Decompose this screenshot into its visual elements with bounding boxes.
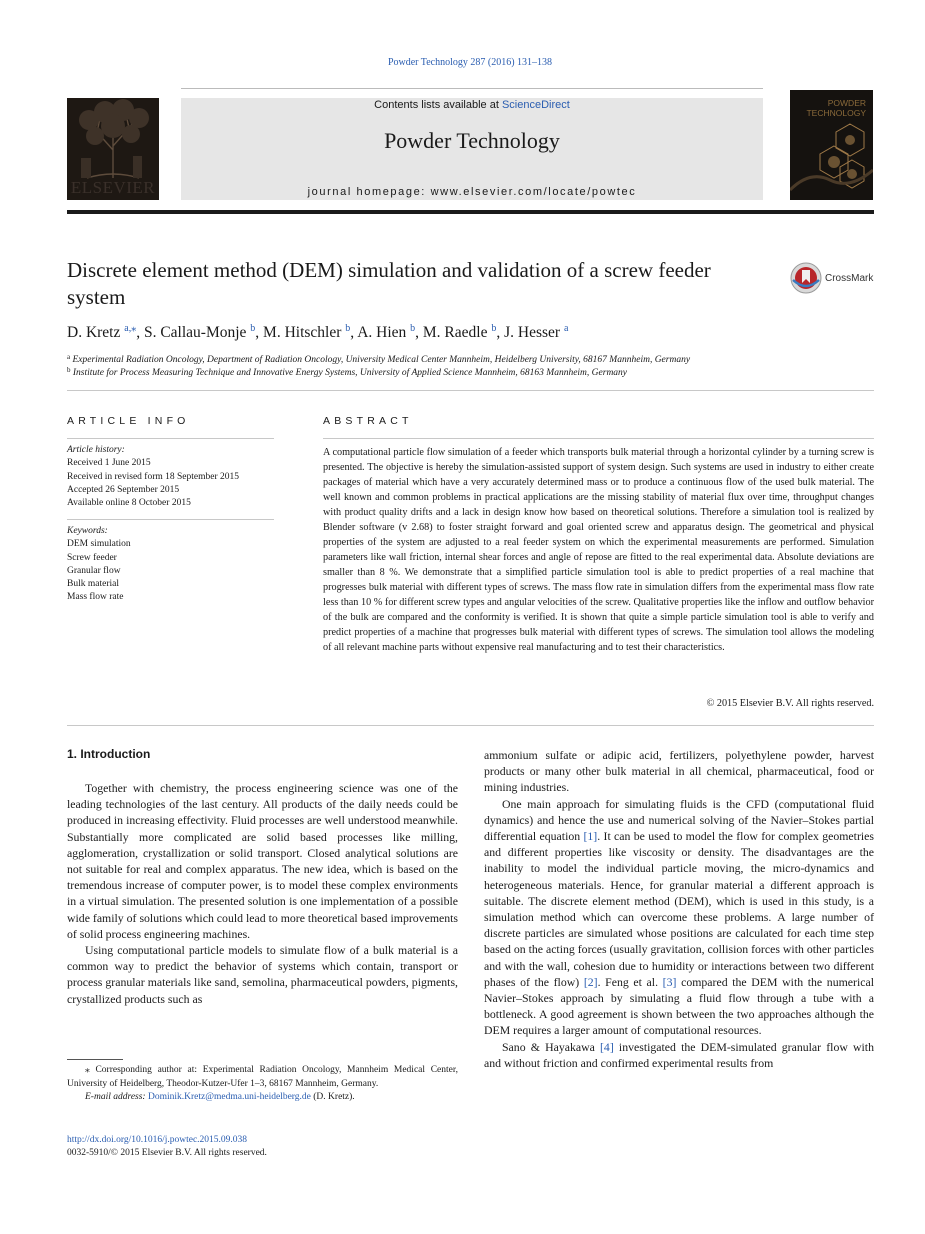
journal-name: Powder Technology	[384, 128, 560, 153]
paragraph	[484, 796, 874, 1039]
citation-link[interactable]: [1]	[583, 829, 598, 844]
author-list	[67, 323, 568, 342]
history-item: Received 1 June 2015	[67, 458, 151, 469]
author-name: S. Callau-Monje	[143, 324, 251, 341]
header-thick-rule	[67, 210, 874, 214]
paragraph: Using computational particle models to simulate flow of a bulk material is a common way to predict the behavior of systems which contain, transport or process granular materials like sand, semolina, pharmaceutical powders, pigments, crystallized products such as	[67, 943, 458, 1006]
paragraph: Together with chemistry, the process engineering science was one of the leading technologies of the last century. All products of the daily needs could be produced in increasing effectivity. Fluid processes are well understood meanwhile. Substantially more complicated are solid based processes like milling, agglomeration, crystallization or solid transport. Closed analytical solutions are not suitable for real and complex apparatus. The new idea, which is based on the tremendous increase of computer power, is to model these complex environments in a virtual simulation. The presented solution is one implementation of a possible wide family of solutions which could lead to more theoretical based improvements of solid process engineering machines.	[67, 781, 458, 941]
divider	[323, 438, 874, 439]
contents-line	[181, 99, 763, 111]
body-column-right	[484, 747, 874, 1071]
author-affiliation-mark[interactable]: a,⁎	[124, 323, 137, 334]
author-affiliation-mark[interactable]: b	[345, 323, 351, 334]
affiliation-b	[67, 366, 627, 378]
divider	[67, 390, 874, 391]
abstract-copyright: © 2015 Elsevier B.V. All rights reserved.	[706, 698, 874, 709]
citation-link[interactable]: [4]	[600, 1039, 614, 1054]
history-item: Accepted 26 September 2015	[67, 484, 180, 495]
email-suffix: (D. Kretz).	[310, 1092, 355, 1102]
issn-copyright: 0032-5910/© 2015 Elsevier B.V. All rights reserved.	[67, 1148, 267, 1158]
journal-homepage[interactable]: journal homepage: www.elsevier.com/locate/powtec	[307, 186, 637, 198]
affiliation-mark: a	[67, 353, 71, 361]
author-name: D. Kretz	[67, 324, 125, 341]
keyword-item: DEM simulation	[67, 539, 131, 550]
author-affiliation-mark[interactable]: b	[250, 323, 256, 334]
bottom-meta	[67, 1134, 267, 1160]
doi-link[interactable]: http://dx.doi.org/10.1016/j.powtec.2015.09.038	[67, 1135, 248, 1145]
crossmark-icon[interactable]	[790, 262, 822, 294]
paragraph-text: . It can be used to model the flow for complex geometries and different properties like viscosity or density. The disadvantages are the inability to model the individual particle moving, the micro-dynamics and heterogeneous materials. Hence, for granular material a different approach is suitable. The discrete element method (DEM), which is used in this study, is a simulation method which can overcome these problems. A large number of discrete particles are simulated whose positions are calculated for each time step based on the acting forces (usually gravitation, collision forces with other particles and with the wall, cohesion due to humidity or interactions between two different phases of the flow)	[484, 829, 874, 989]
article-info-label: ARTICLE INFO	[67, 415, 190, 427]
affiliation-text: Institute for Process Measuring Technique and Innovative Energy Systems, University of Applied Science Mannheim, 68163 Mannheim, Germany	[72, 368, 628, 378]
cover-title	[790, 98, 866, 118]
keywords	[67, 525, 131, 605]
author-separator: ,	[255, 324, 264, 341]
paragraph-text: . Feng et al.	[597, 974, 663, 989]
cover-title-line1: POWDER	[827, 98, 866, 108]
paragraph: ammonium sulfate or adipic acid, fertilizers, polyethylene powder, harvest products or many other bulk material in all chemical, pharmaceutical, food or mining industries.	[484, 748, 874, 795]
paragraph-text: compared the DEM with the numerical Navier–Stokes approach by simulating a fluid flow through a tube with a bottleneck. A good agreement is shown between the two approaches although the DEM requires a larger amount of computational resources.	[484, 974, 874, 1038]
divider	[67, 725, 874, 726]
footnote-mark: ⁎	[85, 1065, 90, 1075]
abstract-text: A computational particle flow simulation of a feeder which transports bulk material through a horizontal cylinder by a turning screw is presented. The objective is hereby the simulation-assisted support of system design. Such systems are used in industry to either create packages of material which have a very accurately determined mass or to produce a continuous flow of the used bulk material. The well known and common problems in practical applications are the missing stability of material flux over time, throughput changes with product quality drifts and a lack in design know how based on theoretical solutions. Therefore a simulation tool is realized by Blender software (v 2.68) to foster straight forward and goal oriented screw and apparatus design. The geometrical and physical properties of the system are adjusted to a real feeder system on which the experimental measurements are performed. Simulation parameters like wall friction, internal shear forces and angle of repose are fitted to the real experimental data. Absolute deviations are smaller than 8 %. We demonstrate that a simplified particle simulation tool is able to predict properties of a real machine that progresses bulk material with different types of screws. The mass flow rate in simulation differs from the experimental mass flow rate less than 10 % for different screw types and angular velocities of the screw. Qualitative properties like the inflow and outflow behavior of the bulk are compared and the conformity is verified. It is shown that quite a simple particle simulation tool is able to verify and predict properties of a machine that progresses bulk material with different types of screws. The simulation tool allows the modeling of all relevant machine parts without expensive real manufacturing and to test their characteristics.	[323, 447, 874, 653]
citation-link[interactable]: [2]	[583, 974, 598, 989]
keywords-head: Keywords:	[67, 526, 108, 536]
paragraph-text: investigated the DEM-simulated granular flow with and without friction and confirmed experimental results from	[484, 1039, 874, 1070]
history-head: Article history:	[67, 445, 125, 455]
author-affiliation-mark[interactable]: b	[491, 323, 497, 334]
body-column-left	[67, 780, 458, 1007]
keyword-item: Screw feeder	[67, 552, 117, 563]
footnote	[67, 1064, 458, 1105]
keyword-item: Bulk material	[67, 579, 119, 590]
author-name: A. Hien	[357, 324, 411, 341]
author-separator: ,	[350, 324, 358, 341]
sciencedirect-link[interactable]: ScienceDirect	[501, 99, 570, 111]
journal-cover-image	[790, 90, 873, 200]
author-affiliation-mark[interactable]: b	[410, 323, 416, 334]
abstract-label: ABSTRACT	[323, 415, 413, 427]
affiliation-mark: b	[67, 366, 71, 374]
divider	[67, 438, 274, 439]
email-link[interactable]: Dominik.Kretz@medma.uni-heidelberg.de	[147, 1092, 311, 1102]
article-history	[67, 444, 239, 510]
footnote-rule	[67, 1059, 123, 1060]
publisher-logo-text: ELSEVIER	[70, 178, 156, 197]
footnote-text: Corresponding author at: Experimental Radiation Oncology, Mannheim Medical Center, University of Heidelberg, Theodor-Kutzer-Ufer 1–3, 68167 Mannheim, Germany.	[67, 1065, 459, 1089]
history-item: Received in revised form 18 September 2015	[67, 471, 240, 482]
history-item: Available online 8 October 2015	[67, 498, 191, 509]
keyword-item: Mass flow rate	[67, 592, 124, 603]
elsevier-tree-logo	[67, 98, 159, 200]
cover-title-line2: TECHNOLOGY	[806, 108, 866, 118]
author-separator: ,	[415, 324, 423, 341]
keyword-item: Granular flow	[67, 565, 121, 576]
author-name: M. Hitschler	[263, 324, 346, 341]
author-affiliation-mark[interactable]: a	[563, 323, 569, 334]
author-separator: ,	[496, 324, 505, 341]
footnote-email-line	[67, 1091, 458, 1105]
author-name: J. Hesser	[504, 324, 564, 341]
divider	[67, 519, 274, 520]
email-label: E-mail address:	[85, 1092, 148, 1102]
affiliation-a	[67, 353, 690, 365]
section-heading: 1. Introduction	[67, 747, 151, 761]
journal-reference-link[interactable]: Powder Technology 287 (2016) 131–138	[387, 57, 553, 68]
author-name: M. Raedle	[422, 324, 492, 341]
paragraph-text: Sano & Hayakawa	[502, 1039, 600, 1054]
contents-prefix: Contents lists available at	[374, 99, 502, 111]
cover-graphic-icon	[790, 120, 873, 200]
paragraph	[484, 1039, 874, 1071]
footnote-corresponding	[67, 1064, 458, 1091]
affiliation-text: Experimental Radiation Oncology, Department of Radiation Oncology, University Medical Center Mannheim, Heidelberg University, 68167 Mannheim, Germany	[72, 355, 691, 365]
citation-link[interactable]: [3]	[662, 974, 677, 989]
author-separator: ,	[136, 324, 144, 341]
crossmark-label[interactable]: CrossMark	[825, 273, 874, 284]
article-title: Discrete element method (DEM) simulation and validation of a screw feeder system	[67, 258, 711, 309]
paragraph-text: One main approach for simulating fluids is the CFD (computational fluid dynamics) and hence the use and numerical solving of the Navier–Stokes partial differential equation	[484, 796, 874, 844]
header-rule	[181, 88, 763, 89]
